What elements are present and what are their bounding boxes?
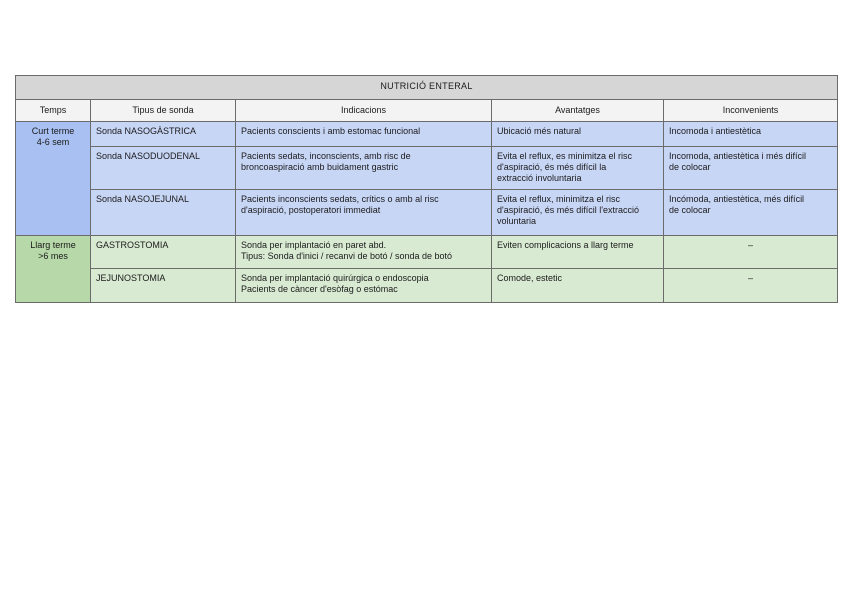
inconvenients-cell: – <box>664 269 838 303</box>
header-row <box>16 100 838 122</box>
inconvenients-cell: Incómoda, antiestètica, més difícil de colocar <box>664 190 838 236</box>
sonda-cell: JEJUNOSTOMIA <box>91 269 236 303</box>
table-row <box>16 236 838 269</box>
inconvenients-cell: – <box>664 236 838 269</box>
inconvenients-cell: Incomoda i antiestètica <box>664 122 838 147</box>
term-short: Curt terme 4-6 sem <box>16 122 91 236</box>
table-title: NUTRICIÓ ENTERAL <box>16 76 838 100</box>
indicacions-cell: Pacients inconscients sedats, crítics o amb al risc d'aspiració, postoperatori immediat <box>236 190 492 236</box>
header-inconvenients: Inconvenients <box>664 100 838 122</box>
avantatges-cell: Evita el reflux, minimitza el risc d'aspiració, és més difícil l'extracció voluntaria <box>492 190 664 236</box>
avantatges-cell: Comode, estetic <box>492 269 664 303</box>
table-row <box>16 269 838 303</box>
header-tipus-sonda: Tipus de sonda <box>91 100 236 122</box>
header-avantatges: Avantatges <box>492 100 664 122</box>
header-indicacions: Indicacions <box>236 100 492 122</box>
inconvenients-cell: Incomoda, antiestètica i més difícil de colocar <box>664 147 838 190</box>
indicacions-cell: Sonda per implantació en paret abd. Tipus: Sonda d'inici / recanvi de botó / sonda de botó <box>236 236 492 269</box>
header-temps: Temps <box>16 100 91 122</box>
sonda-cell: GASTROSTOMIA <box>91 236 236 269</box>
term-long: Llarg terme >6 mes <box>16 236 91 303</box>
enteral-nutrition-table <box>15 75 838 303</box>
table-row <box>16 190 838 236</box>
sonda-cell: Sonda NASODUODENAL <box>91 147 236 190</box>
table-row <box>16 122 838 147</box>
sonda-cell: Sonda NASOJEJUNAL <box>91 190 236 236</box>
table-row <box>16 147 838 190</box>
avantatges-cell: Evita el reflux, es minimitza el risc d'aspiració, és més difícil la extracció involuntaria <box>492 147 664 190</box>
sonda-cell: Sonda NASOGÀSTRICA <box>91 122 236 147</box>
indicacions-cell: Pacients conscients i amb estomac funcional <box>236 122 492 147</box>
indicacions-cell: Pacients sedats, inconscients, amb risc de broncoaspiració amb buidament gastric <box>236 147 492 190</box>
avantatges-cell: Ubicació més natural <box>492 122 664 147</box>
avantatges-cell: Eviten complicacions a llarg terme <box>492 236 664 269</box>
indicacions-cell: Sonda per implantació quirúrgica o endoscopia Pacients de càncer d'esòfag o estómac <box>236 269 492 303</box>
